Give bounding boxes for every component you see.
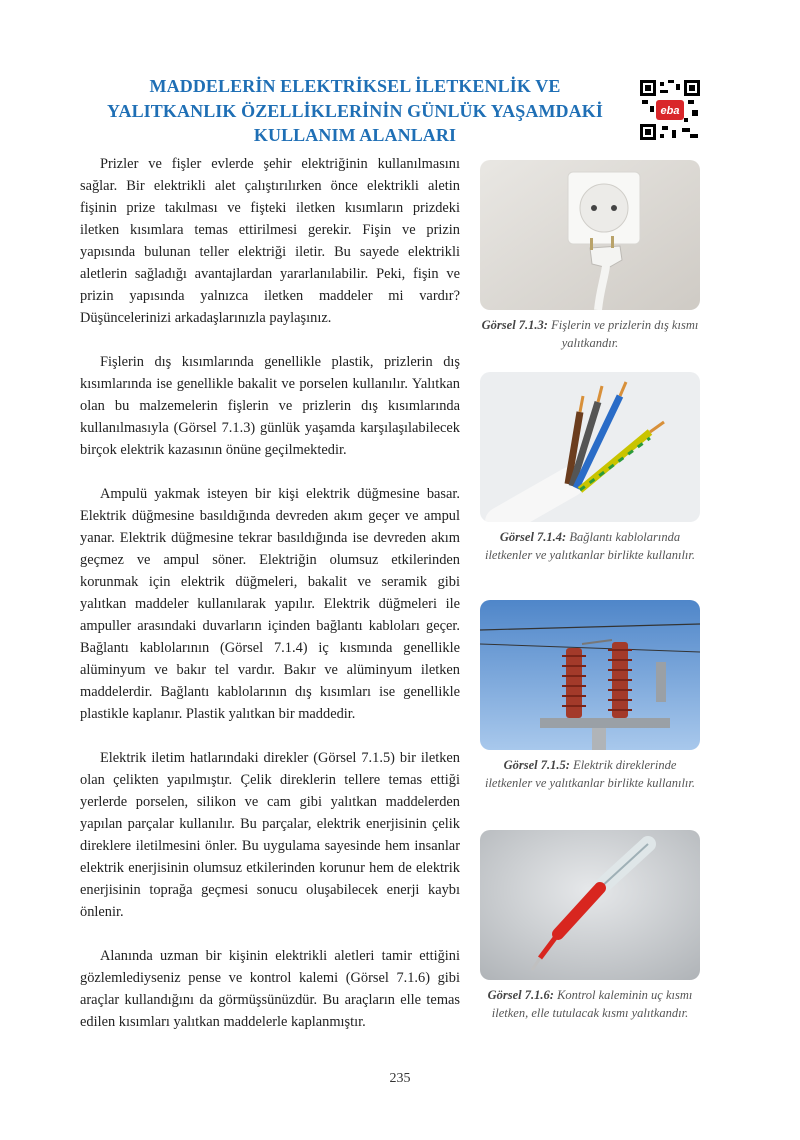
figure-caption: Görsel 7.1.3: Fişlerin ve prizlerin dış kısmı yalıtkandır. <box>481 318 699 350</box>
voltage-tester-photo <box>480 830 700 980</box>
figure-cable <box>480 372 700 564</box>
page-title <box>80 74 630 148</box>
cable-wires-photo <box>480 372 700 522</box>
title-line-2: YALITKANLIK ÖZELLİKLERİNİN GÜNLÜK YAŞAMDAKİ <box>107 100 603 121</box>
figure-caption: Görsel 7.1.4: Bağlantı kablolarında iletkenler ve yalıtkanlar birlikte kullanılır. <box>484 530 696 562</box>
figure-insulator <box>480 600 700 792</box>
paragraph-5: Alanında uzman bir kişinin elektrikli aletleri tamir ettiğini gözlemlediyseniz pense ve kontrol kalemi (Görsel 7.1.6) gibi araçlar kullandığını da görmüşsünüzdür. Bu araçların elle temas edilen kısımları yalıtkan maddelerle kaplanmıştır. <box>80 948 460 1030</box>
svg-text:eba: eba <box>660 105 680 117</box>
socket-plug-photo <box>480 160 700 310</box>
paragraph-3: Ampulü yakmak isteyen bir kişi elektrik düğmesine basar. Elektrik düğmesine basıldığında devreden akım geçer ve ampul yanar. Elektrik düğmesine tekrar basıldığında ise devreden akım geçmez ve ampul söner. Elektriğin olumsuz etkilerinden korunmak için elektrik düğmeleri, bakalit ve seramik gibi yalıtkan maddeler kullanılarak yapılır. Elektrik düğmeleri ile ampuller arasındaki duvarların içinden bağlantı kabloları geçer. Bağlantı kablolarının (Görsel 7.1.4) iç kısmında genellikle alüminyum ve bakır tel vardır. Bakır ve alüminyum iletken maddelerdir. Bağlantı kablolarının dış kısımları ise genellikle plastikle kaplanır. Plastik yalıtkan bir maddedir. <box>80 486 460 722</box>
figure-socket <box>480 160 700 352</box>
figure-caption: Görsel 7.1.5: Elektrik direklerinde iletkenler ve yalıtkanlar birlikte kullanılır. <box>484 758 696 790</box>
paragraph-1: Prizler ve fişler evlerde şehir elektriğinin kullanılmasını sağlar. Bir elektrikli alet çalıştırılırken önce elektrikli aletin fişinin prize takılması ve fişteki iletken kısımların prizdeki iletken kısımlara temas ettirilmesi gerekir. Fişin ve prizin yapısında bulunan teller elektriği iletir. Bu sayede elektrikli aletlerin sağladığı avantajlardan yararlanılabilir. Peki, fişin ve prizin yapısında yalnızca iletken maddeler mi vardır? Düşüncelerinizi arkadaşlarınızla paylaşınız. <box>80 156 460 326</box>
title-line-1: MADDELERİN ELEKTRİKSEL İLETKENLİK VE <box>149 76 561 96</box>
paragraph-4: Elektrik iletim hatlarındaki direkler (Görsel 7.1.5) bir iletken olan çelikten yapılmıştır. Çelik direklerin tellere temas ettiği yerlerde porselen, silikon ve cam gibi yalıtkan maddelerden yapılan parçalar kullanılır. Bu parçalar, elektrik enerjisinin çelik direklere iletilmesini önler. Bu uygulama sayesinde hem insanlar elektrik enerjisinin olumsuz etkilerinden korunur hem de elektrik enerjisinin toprağa geçmesi sonucu oluşabilecek enerji kaybı önlenir. <box>80 750 460 920</box>
power-insulator-photo <box>480 600 700 750</box>
figure-caption: Görsel 7.1.6: Kontrol kaleminin uç kısmı iletken, elle tutulacak kısmı yalıtkandır. <box>487 988 693 1020</box>
figure-tester <box>480 830 700 1022</box>
qr-code-icon[interactable] <box>640 80 700 140</box>
paragraph-2: Fişlerin dış kısımlarında genellikle plastik, prizlerin dış kısımlarında ise genellikle bakalit ve porselen kullanılır. Yalıtkan olan bu malzemelerin fişlerin ve prizlerin dış kısımlarında kullanılmasıyla (Görsel 7.1.3) günlük yaşamda karşılaşılabilecek birçok elektrik kazasının önüne geçilmektedir. <box>80 354 460 458</box>
page-number: 235 <box>389 1071 411 1086</box>
body-text <box>80 153 460 1055</box>
title-line-3: KULLANIM ALANLARI <box>253 125 457 145</box>
